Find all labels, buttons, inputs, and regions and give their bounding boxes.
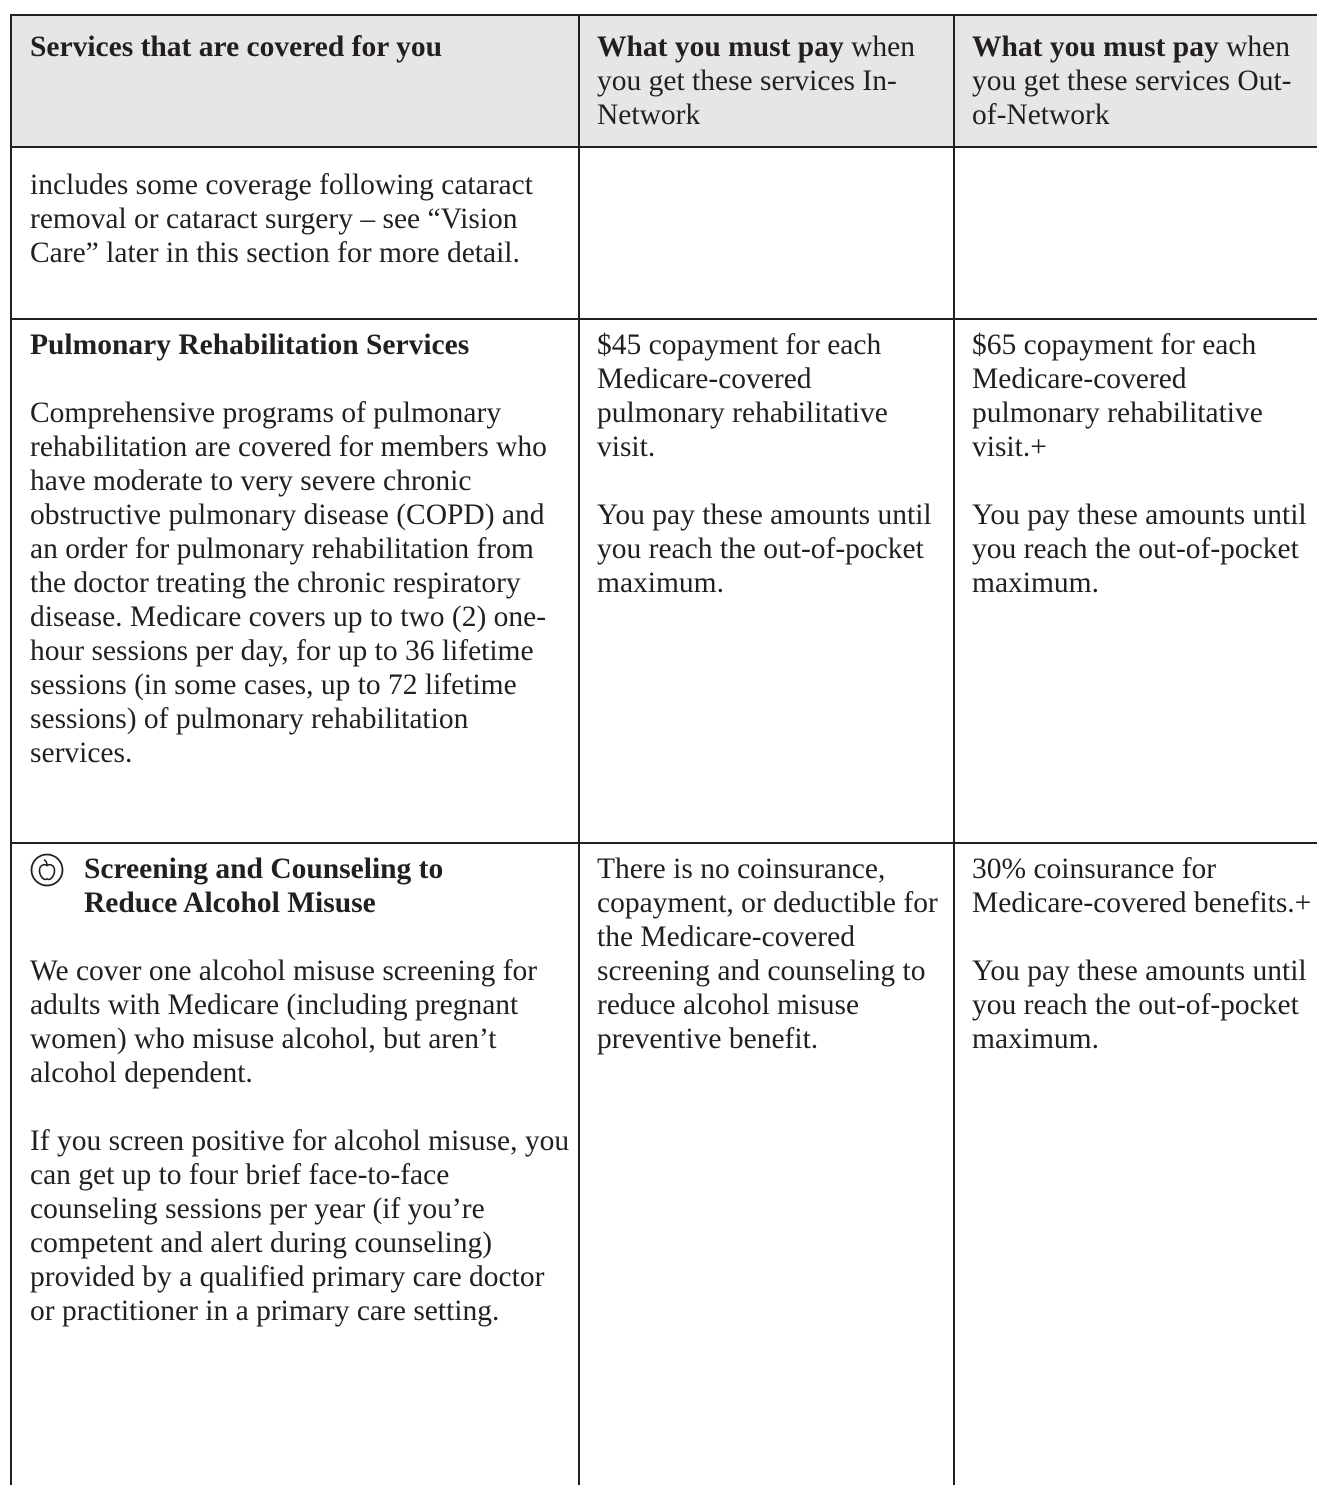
pulmonary-out-network-cost: $65 copayment for each Medicare-covered pulmonary rehabilitative visit.+ [972, 329, 1263, 463]
pulmonary-in-network-cell [597, 328, 942, 600]
alcohol-out-network-note: You pay these amounts until you reach the out-of-pocket maximum. [972, 955, 1307, 1055]
row-divider-2 [12, 842, 1317, 844]
header-out-network [972, 30, 1317, 132]
header-services-label: Services that are covered for you [30, 31, 443, 63]
header-divider [12, 146, 1317, 148]
alcohol-paragraph-1: We cover one alcohol misuse screening for adults with Medicare (including pregnant women) who misuse alcohol, but aren’t alcohol dependent. [30, 955, 538, 1089]
header-out-network-bold: What you must pay [972, 31, 1219, 63]
header-in-network-rest: when you get these services In-Network [597, 31, 915, 131]
pulmonary-service-cell [30, 328, 570, 770]
pulmonary-title: Pulmonary Rehabilitation Services [30, 329, 470, 361]
pulmonary-in-network-note: You pay these amounts until you reach the out-of-pocket maximum. [597, 499, 932, 599]
alcohol-out-network-cost: 30% coinsurance for Medicare-covered benefits.+ [972, 853, 1312, 919]
row-divider-1 [12, 318, 1317, 320]
apple-icon [30, 853, 64, 887]
alcohol-in-network-cell [597, 852, 942, 1056]
alcohol-paragraph-2: If you screen positive for alcohol misuse, you can get up to four brief face-to-face counseling sessions per year (if you’re competent and alert during counseling) provided by a qualified primary care doctor or practitioner in a primary care setting. [30, 1125, 570, 1327]
header-in-network-bold: What you must pay [597, 31, 844, 63]
header-services [30, 30, 570, 64]
vision-continuation-cell [30, 168, 570, 270]
pulmonary-out-network-note: You pay these amounts until you reach the out-of-pocket maximum. [972, 499, 1307, 599]
alcohol-description [30, 954, 570, 1328]
alcohol-out-network-cell [972, 852, 1317, 1056]
column-divider-2 [953, 16, 955, 1485]
header-in-network [597, 30, 949, 132]
alcohol-service-cell [20, 852, 575, 1472]
alcohol-title [84, 852, 443, 920]
vision-continuation-text: includes some coverage following cataract removal or cataract surgery – see “Vision Care” later in this section for more detail. [30, 169, 533, 269]
pulmonary-out-network-cell [972, 328, 1317, 600]
alcohol-in-network-cost: There is no coinsurance, copayment, or deductible for the Medicare-covered screening and counseling to reduce alcohol misuse preventive benefit. [597, 853, 938, 1055]
pulmonary-description: Comprehensive programs of pulmonary rehabilitation are covered for members who have moderate to very severe chronic obstructive pulmonary disease (COPD) and an order for pulmonary rehabilitation from the doctor treating the chronic respiratory disease. Medicare covers up to two (2) one-hour sessions per day, for up to 36 lifetime sessions (in some cases, up to 72 lifetime sessions) of pulmonary rehabilitation services. [30, 397, 547, 769]
alcohol-title-line1: Screening and Counseling to [84, 853, 444, 885]
pulmonary-in-network-cost: $45 copayment for each Medicare-covered pulmonary rehabilitative visit. [597, 329, 888, 463]
column-divider-1 [578, 16, 580, 1485]
header-out-network-rest: when you get these services Out-of-Network [972, 31, 1292, 131]
alcohol-title-line2: Reduce Alcohol Misuse [84, 887, 376, 919]
benefits-table [10, 14, 1317, 1485]
